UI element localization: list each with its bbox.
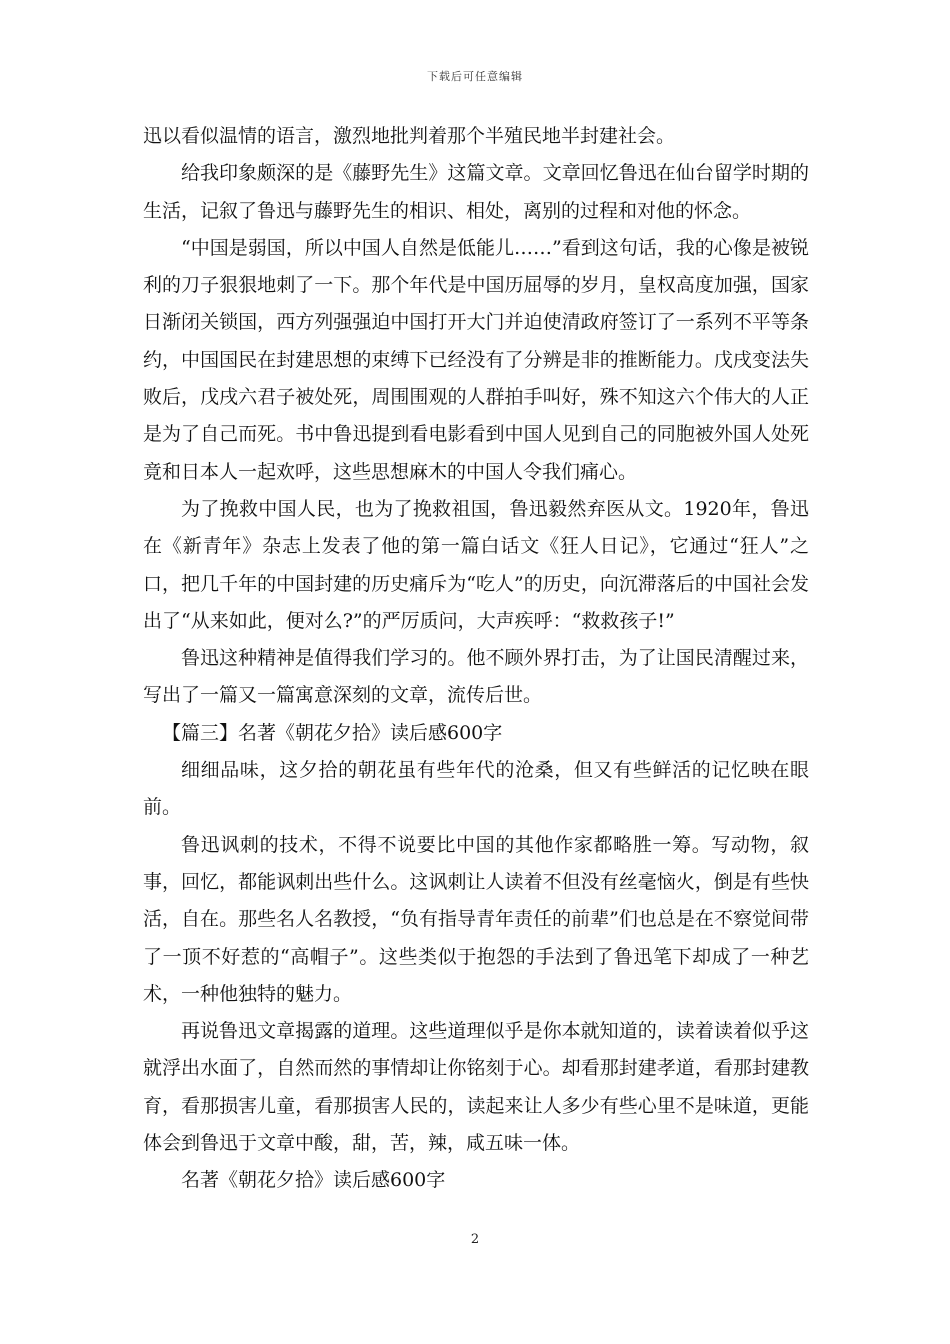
paragraph-1: 迅以看似温情的语言，激烈地批判着那个半殖民地半封建社会。 — [143, 125, 676, 147]
page-header: 下载后可任意编辑 — [427, 70, 523, 83]
paragraph-9: 名著《朝花夕拾》读后感600字 — [181, 1169, 446, 1192]
page-number: 2 — [470, 1232, 480, 1247]
paragraph-6: 细细品味，这夕拾的朝花虽有些年代的沧桑，但又有些鲜活的记忆映在眼前。 — [143, 759, 809, 819]
paragraph-4: 为了挽救中国人民，也为了挽救祖国，鲁迅毅然弃医从文。1920年，鲁迅在《新青年》杂志上发表了他的第一篇白话文《狂人日记》，它通过“狂人”之口，把几千年的中国封建的历史痛斥为“吃人”的历史，向沉滞落后的中国社会发出了“从来如此，便对么?”的严厉质问，大声疾呼：“救救孩子!” — [143, 497, 809, 632]
paragraph-2: 给我印象颇深的是《藤野先生》这篇文章。文章回忆鲁迅在仙台留学时期的生活，记叙了鲁迅与藤野先生的相识、相处，离别的过程和对他的怀念。 — [143, 162, 809, 222]
section-heading: 【篇三】名著《朝花夕拾》读后感600字 — [162, 721, 503, 744]
paragraph-7: 鲁迅讽刺的技术，不得不说要比中国的其他作家都略胜一筹。写动物，叙事，回忆，都能讽刺出些什么。这讽刺让人读着不但没有丝毫恼火，倒是有些快活，自在。那些名人名教授，“负有指导青年责任的前辈”们也总是在不察觉间带了一顶不好惹的“高帽子”。这些类似于抱怨的手法到了鲁迅笔下却成了一种艺术，一种他独特的魅力。 — [143, 833, 809, 1005]
document-body — [143, 118, 809, 1200]
paragraph-5: 鲁迅这种精神是值得我们学习的。他不顾外界打击，为了让国民清醒过来，写出了一篇又一篇寓意深刻的文章，流传后世。 — [143, 647, 809, 707]
paragraph-8: 再说鲁迅文章揭露的道理。这些道理似乎是你本就知道的，读着读着似乎这就浮出水面了，自然而然的事情却让你铭刻于心。却看那封建孝道，看那封建教育，看那损害儿童，看那损害人民的，读起来让人多少有些心里不是味道，更能体会到鲁迅于文章中酸，甜，苦，辣，咸五味一体。 — [143, 1020, 809, 1155]
paragraph-3: “中国是弱国，所以中国人自然是低能儿……”看到这句话，我的心像是被锐利的刀子狠狠地刺了一下。那个年代是中国历屈辱的岁月，皇权高度加强，国家日渐闭关锁国，西方列强强迫中国打开大门并迫使清政府签订了一系列不平等条约，中国国民在封建思想的束缚下已经没有了分辨是非的推断能力。戊戌变法失败后，戊戌六君子被处死，周围围观的人群拍手叫好，殊不知这六个伟大的人正是为了自己而死。书中鲁迅提到看电影看到中国人见到自己的同胞被外国人处死竟和日本人一起欢呼，这些思想麻木的中国人令我们痛心。 — [143, 236, 809, 483]
